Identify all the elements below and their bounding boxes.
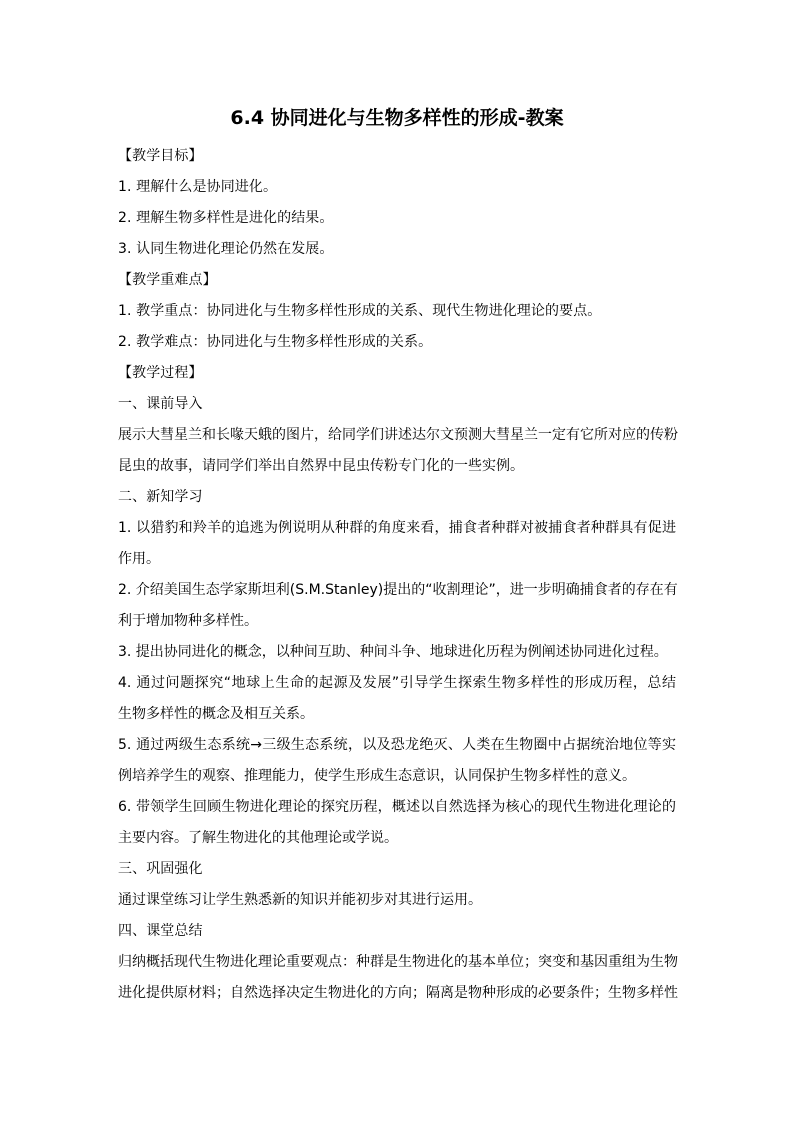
paragraph-intro bbox=[118, 420, 676, 482]
paragraph-line: 1. 以猎豹和羚羊的追逃为例说明从种群的角度来看，捕食者种群对被捕食者种群具有促进 bbox=[118, 520, 676, 536]
paragraph-line: 利于增加物种多样性。 bbox=[118, 613, 258, 629]
paragraph-line: 2. 介绍美国生态学家斯坦利(S.M.Stanley)提出的“收割理论”，进一步明确捕食者的存在有 bbox=[118, 582, 678, 598]
document-body bbox=[118, 141, 676, 1009]
paragraph-line: 例培养学生的观察、推理能力，使学生形成生态意识，认同保护生物多样性的意义。 bbox=[118, 768, 636, 784]
list-item-6 bbox=[118, 792, 676, 854]
part-heading-new-knowledge: 二、新知学习 bbox=[118, 489, 203, 505]
paragraph-line: 通过课堂练习让学生熟悉新的知识并能初步对其进行运用。 bbox=[118, 892, 482, 908]
key-point-item: 1. 教学重点：协同进化与生物多样性形成的关系、现代生物进化理论的要点。 bbox=[118, 303, 602, 319]
section-heading-process: 【教学过程】 bbox=[118, 365, 203, 381]
list-item-3 bbox=[118, 637, 676, 668]
goal-item: 3. 认同生物进化理论仍然在发展。 bbox=[118, 241, 334, 257]
paragraph-line: 进化提供原材料；自然选择决定生物进化的方向；隔离是物种形成的必要条件；生物多样性 bbox=[118, 985, 678, 1001]
part-heading-summary: 四、课堂总结 bbox=[118, 923, 203, 939]
paragraph-line: 展示大彗星兰和长喙天蛾的图片，给同学们讲述达尔文预测大彗星兰一定有它所对应的传粉 bbox=[118, 427, 678, 443]
list-item-4 bbox=[118, 668, 676, 730]
part-heading-consolidation: 三、巩固强化 bbox=[118, 861, 203, 877]
paragraph-line: 生物多样性的概念及相互关系。 bbox=[118, 706, 314, 722]
paragraph-consolidation bbox=[118, 885, 676, 916]
paragraph-line: 3. 提出协同进化的概念，以种间互助、种间斗争、地球进化历程为例阐述协同进化过程。 bbox=[118, 644, 668, 660]
goal-item: 2. 理解生物多样性是进化的结果。 bbox=[118, 210, 334, 226]
goal-item: 1. 理解什么是协同进化。 bbox=[118, 179, 278, 195]
section-heading-key-points: 【教学重难点】 bbox=[118, 272, 217, 288]
part-heading-intro: 一、课前导入 bbox=[118, 396, 203, 412]
paragraph-line: 主要内容。了解生物进化的其他理论或学说。 bbox=[118, 830, 398, 846]
paragraph-line: 昆虫的故事，请同学们举出自然界中昆虫传粉专门化的一些实例。 bbox=[118, 458, 524, 474]
paragraph-line: 作用。 bbox=[118, 551, 160, 567]
paragraph-line: 6. 带领学生回顾生物进化理论的探究历程，概述以自然选择为核心的现代生物进化理论的 bbox=[118, 799, 676, 815]
paragraph-line: 归纳概括现代生物进化理论重要观点：种群是生物进化的基本单位；突变和基因重组为生物 bbox=[118, 954, 678, 970]
list-item-5 bbox=[118, 730, 676, 792]
paragraph-line: 5. 通过两级生态系统→三级生态系统，以及恐龙绝灭、人类在生物圈中占据统治地位等实 bbox=[118, 737, 676, 753]
list-item-1 bbox=[118, 513, 676, 575]
paragraph-summary bbox=[118, 947, 676, 1009]
paragraph-line: 4. 通过问题探究“地球上生命的起源及发展”引导学生探索生物多样性的形成历程，总结 bbox=[118, 675, 676, 691]
document-title: 6.4 协同进化与生物多样性的形成-教案 bbox=[230, 107, 564, 129]
key-point-item: 2. 教学难点：协同进化与生物多样性形成的关系。 bbox=[118, 334, 433, 350]
section-heading-goals: 【教学目标】 bbox=[118, 148, 203, 164]
list-item-2 bbox=[118, 575, 676, 637]
